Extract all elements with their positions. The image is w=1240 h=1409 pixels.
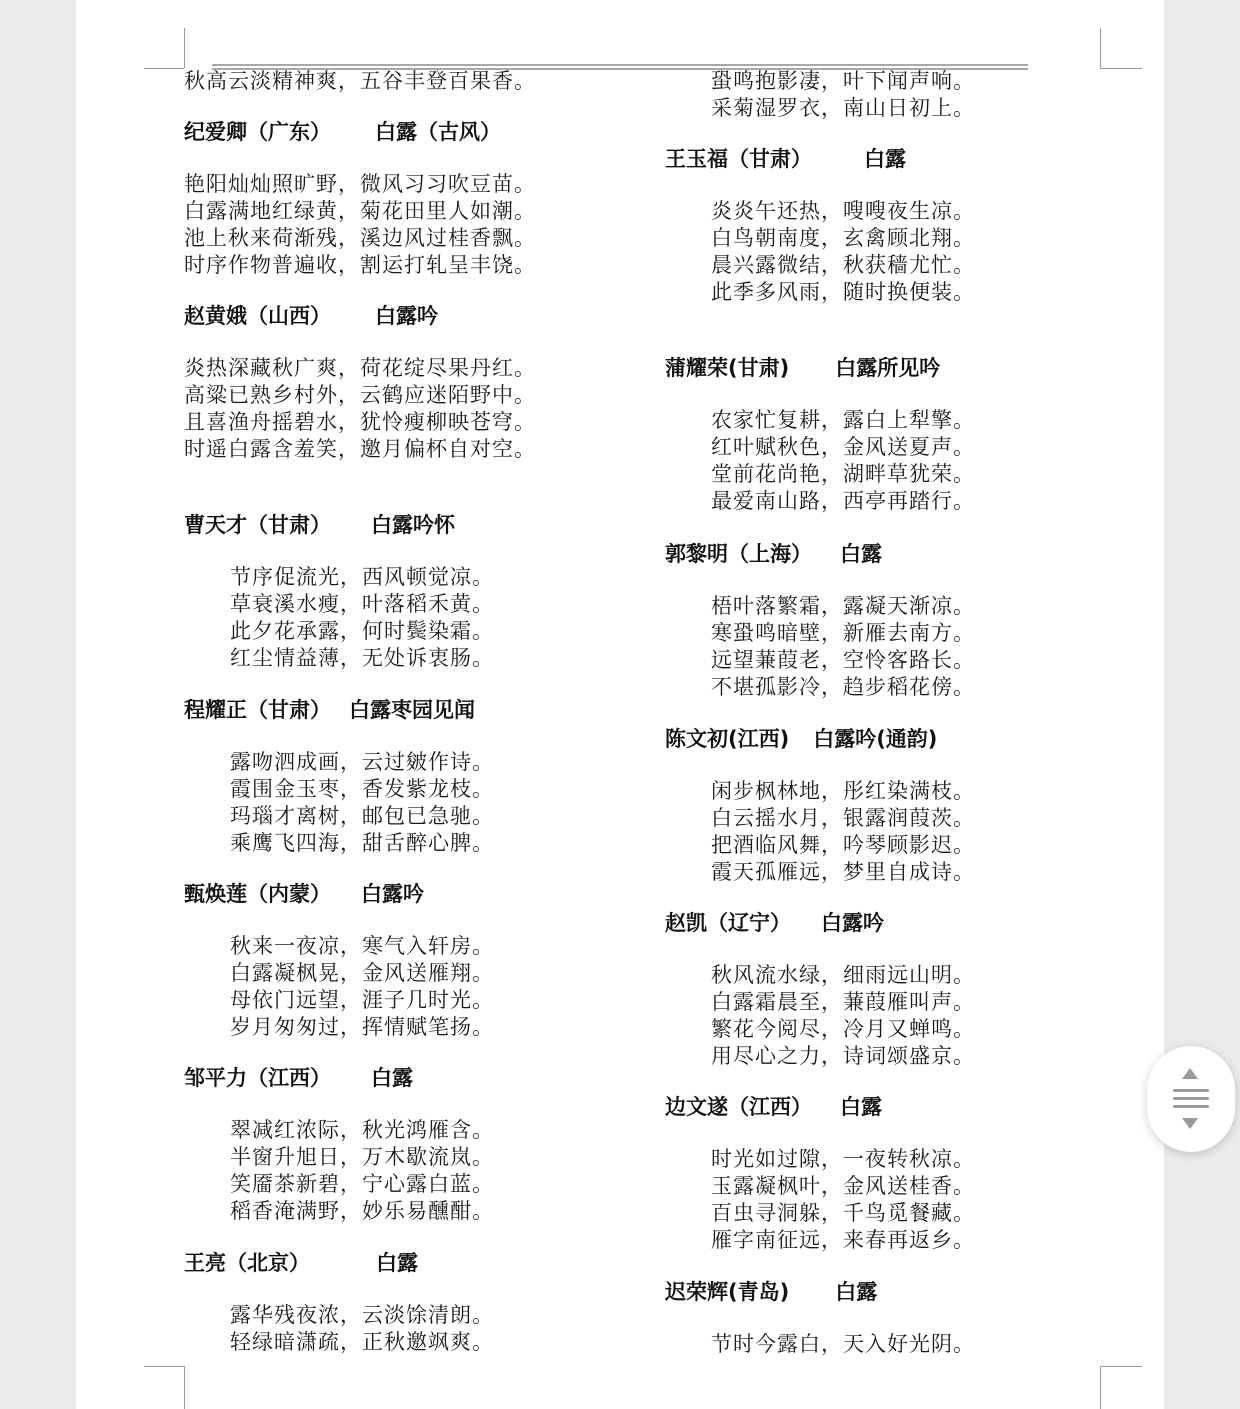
poem-line: 最爱南山路，西亭再踏行。 (711, 489, 975, 513)
poem-line: 玛瑙才离树，邮包已急驰。 (230, 804, 494, 828)
triangle-up-icon (1182, 1068, 1198, 1079)
triangle-down-icon (1182, 1118, 1198, 1129)
poem-line: 农家忙复耕，露白上犁擎。 (711, 408, 975, 432)
crop-mark-top-left (184, 28, 185, 68)
poem-line: 高粱已熟乡村外，云鹤应迷陌野中。 (184, 383, 536, 407)
poem-line: 笑靥茶新碧，宁心露白蓝。 (230, 1172, 494, 1196)
poem-line: 白露霜晨至，蒹葭雁叫声。 (711, 990, 975, 1014)
poem-author: 曹天才（甘肃） (184, 513, 331, 537)
poem-heading (665, 146, 1105, 173)
poem-line: 岁月匆匆过，挥情赋笔扬。 (230, 1015, 494, 1039)
poem-title: 白露 (835, 1280, 878, 1304)
poem-block (665, 541, 1105, 701)
menu-lines-icon (1173, 1089, 1209, 1092)
poem-line: 半窗升旭日，万木歇流岚。 (230, 1145, 494, 1169)
poem-line: 闲步枫林地，彤红染满枝。 (711, 779, 975, 803)
poem-heading (184, 512, 624, 539)
crop-mark-bottom-right-h (1100, 1366, 1142, 1367)
poem-title: 白露 (864, 147, 906, 171)
poem-line: 秋来一夜凉，寒气入轩房。 (230, 934, 494, 958)
poem-line: 秋风流水绿，细雨远山明。 (711, 963, 975, 987)
poem-line: 白露凝枫晃，金风送雁翔。 (230, 961, 494, 985)
poem-title: 白露枣园见闻 (349, 698, 475, 722)
poem-line: 红尘情益薄，无处诉衷肠。 (230, 646, 494, 670)
poem-heading (665, 355, 1105, 382)
crop-mark-bottom-right (1100, 1366, 1101, 1409)
crop-mark-top-right (1100, 28, 1101, 68)
poem-line: 秋高云淡精神爽，五谷丰登百果香。 (184, 69, 536, 93)
poem-heading (184, 119, 624, 146)
crop-mark-bottom-left (184, 1366, 185, 1409)
poem-line: 堂前花尚艳，湖畔草犹荣。 (711, 462, 975, 486)
poem-author: 陈文初(江西) (665, 727, 790, 751)
header-rule-top (212, 64, 1028, 66)
menu-lines-icon (1173, 1097, 1209, 1100)
poem-heading (665, 541, 1105, 568)
poem-line: 梧叶落繁霜，露凝天渐凉。 (711, 594, 975, 618)
poem-title: 白露 (840, 1095, 882, 1119)
poem-title: 白露（古风） (375, 120, 501, 144)
poem-line: 采菊湿罗衣，南山日初上。 (711, 96, 975, 120)
menu-lines-icon (1173, 1105, 1209, 1108)
poem-title: 白露吟 (361, 882, 424, 906)
poem-block (184, 303, 624, 463)
poem-line: 霞天孤雁远，梦里自成诗。 (711, 860, 975, 884)
poem-title: 白露 (376, 1251, 418, 1275)
poem-author: 纪爱卿（广东） (184, 120, 331, 144)
poem-line: 繁花今阅尽，冷月又蝉鸣。 (711, 1017, 975, 1041)
left-fragment (184, 68, 624, 95)
poem-line: 时遥白露含羞笑，邀月偏杯自对空。 (184, 437, 536, 461)
poem-line: 寒蛩鸣暗壁，新雁去南方。 (711, 621, 975, 645)
poem-line: 母依门远望，涯子几时光。 (230, 988, 494, 1012)
poem-line: 炎热深藏秋广爽，荷花绽尽果丹红。 (184, 356, 536, 380)
poem-title: 白露吟 (821, 911, 884, 935)
poem-title: 白露吟怀 (371, 513, 455, 537)
poem-heading (184, 1065, 624, 1092)
poem-line: 节时今露白，天入好光阴。 (711, 1332, 975, 1356)
poem-author: 赵凯（辽宁） (665, 911, 791, 935)
poem-line: 草衰溪水瘦，叶落稻禾黄。 (230, 592, 494, 616)
right-fragment (665, 68, 1105, 122)
page-scroll-button[interactable] (1147, 1046, 1235, 1152)
poem-author: 赵黄娥（山西） (184, 304, 331, 328)
poem-line: 玉露凝枫叶，金风送桂香。 (711, 1174, 975, 1198)
poem-heading (184, 697, 624, 724)
poem-block (184, 119, 624, 279)
poem-line: 把酒临风舞，吟琴顾影迟。 (711, 833, 975, 857)
poem-block (665, 146, 1105, 306)
poem-line: 池上秋来荷渐残，溪边风过桂香飘。 (184, 226, 536, 250)
poem-line: 远望蒹葭老，空怜客路长。 (711, 648, 975, 672)
poem-heading (184, 881, 624, 908)
poem-line: 霞围金玉枣，香发紫龙枝。 (230, 777, 494, 801)
poem-line: 时光如过隙，一夜转秋凉。 (711, 1147, 975, 1171)
poem-author: 王玉福（甘肃） (665, 147, 812, 171)
poem-author: 王亮（北京） (184, 1251, 310, 1275)
poem-line: 露华残夜浓，云淡馀清朗。 (230, 1303, 494, 1327)
crop-mark-top-right-h (1100, 68, 1142, 69)
poem-author: 蒲耀荣(甘肃) (665, 356, 790, 380)
poem-block (665, 1094, 1105, 1254)
poem-author: 边文遂（江西） (665, 1095, 812, 1119)
poem-line: 轻绿暗潇疏，正秋邀飒爽。 (230, 1330, 494, 1354)
poem-line: 白云摇水月，银露润葭茨。 (711, 806, 975, 830)
poem-author: 甄焕莲（内蒙） (184, 882, 331, 906)
poem-heading (665, 1279, 1105, 1306)
poem-line: 用尽心之力，诗词颂盛京。 (711, 1044, 975, 1068)
poem-author: 郭黎明（上海） (665, 542, 812, 566)
poem-block (184, 697, 624, 857)
poem-block (665, 726, 1105, 886)
poem-line: 不堪孤影冷，趋步稻花傍。 (711, 675, 975, 699)
poem-title: 白露 (840, 542, 882, 566)
poem-author: 邹平力（江西） (184, 1066, 331, 1090)
poem-line: 百虫寻洞躲，千鸟觅餐藏。 (711, 1201, 975, 1225)
poem-line: 乘鹰飞四海，甜舌醉心脾。 (230, 831, 494, 855)
poem-heading (665, 1094, 1105, 1121)
poem-title: 白露吟(通韵) (813, 727, 938, 751)
poem-author: 程耀正（甘肃） (184, 698, 331, 722)
poem-line: 白鸟朝南度，玄禽顾北翔。 (711, 226, 975, 250)
poem-line: 艳阳灿灿照旷野，微风习习吹豆苗。 (184, 172, 536, 196)
poem-line: 红叶赋秋色，金风送夏声。 (711, 435, 975, 459)
poem-block (184, 1065, 624, 1225)
poem-title: 白露 (371, 1066, 413, 1090)
poem-heading (665, 910, 1105, 937)
poem-line: 雁字南征远，来春再返乡。 (711, 1228, 975, 1252)
poem-line: 白露满地红绿黄，菊花田里人如潮。 (184, 199, 536, 223)
poem-line: 蛩鸣抱影凄，叶下闻声响。 (711, 69, 975, 93)
poem-line: 翠减红浓际，秋光鸿雁含。 (230, 1118, 494, 1142)
poem-line: 此季多风雨，随时换便装。 (711, 280, 975, 304)
poem-block (665, 1279, 1105, 1358)
poem-line: 稻香淹满野，妙乐易醺酣。 (230, 1199, 494, 1223)
poem-block (184, 881, 624, 1041)
poem-line: 节序促流光，西风顿觉凉。 (230, 565, 494, 589)
poem-title: 白露吟 (375, 304, 438, 328)
poem-line: 时序作物普遍收，割运打轧呈丰饶。 (184, 253, 536, 277)
poem-heading (184, 303, 624, 330)
poem-heading (184, 1250, 624, 1277)
poem-block (665, 355, 1105, 515)
poem-block (665, 910, 1105, 1070)
poem-title: 白露所见吟 (835, 356, 941, 380)
poem-line: 炎炎午还热，嗖嗖夜生凉。 (711, 199, 975, 223)
poem-block (184, 1250, 624, 1356)
crop-mark-top-left-h (144, 68, 184, 69)
poem-line: 露吻泗成画，云过皴作诗。 (230, 750, 494, 774)
poem-heading (665, 726, 1105, 753)
poem-block (184, 512, 624, 672)
poem-author: 迟荣辉(青岛) (665, 1280, 790, 1304)
poem-line: 晨兴露微结，秋获穑尤忙。 (711, 253, 975, 277)
poem-line: 此夕花承露，何时鬓染霜。 (230, 619, 494, 643)
crop-mark-bottom-left-h (144, 1366, 184, 1367)
poem-line: 且喜渔舟摇碧水，犹怜瘦柳映苍穹。 (184, 410, 536, 434)
